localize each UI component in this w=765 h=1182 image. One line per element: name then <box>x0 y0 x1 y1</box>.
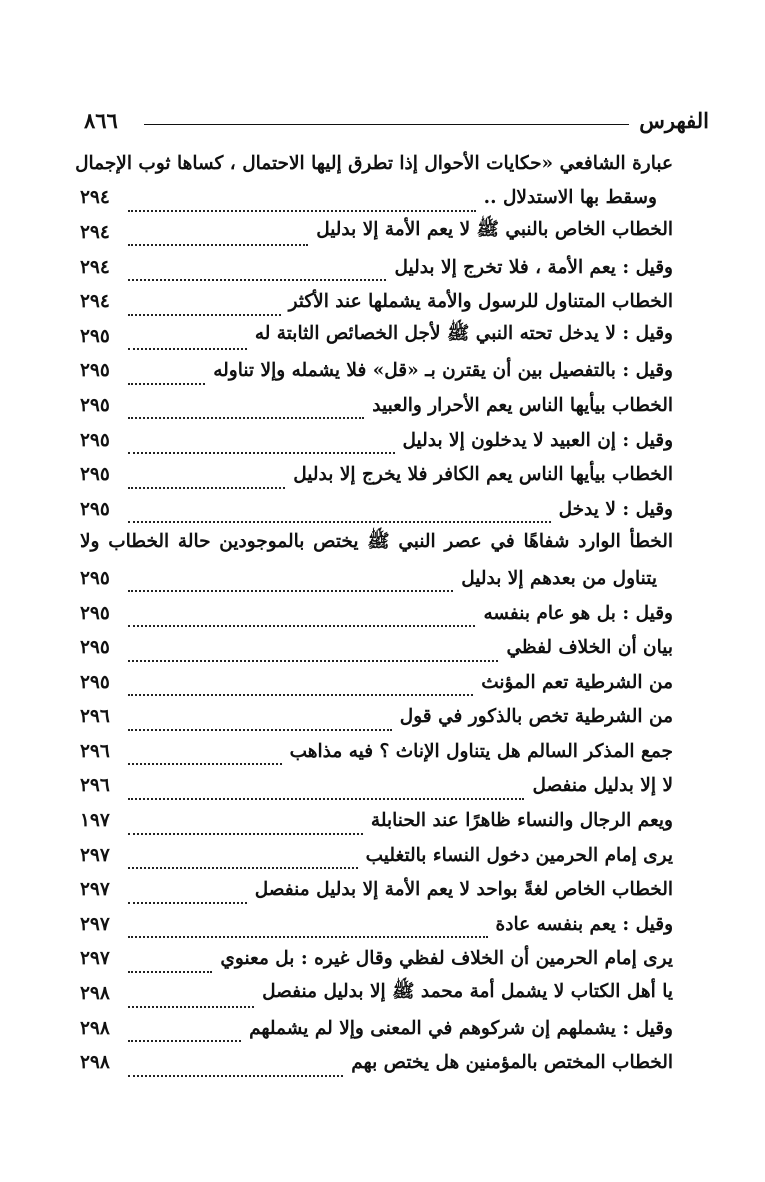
entry-page: ٢٩٥ <box>80 464 110 486</box>
entry-page: ٢٩٥ <box>80 637 110 659</box>
dot-leader <box>128 257 386 281</box>
index-entry <box>80 596 673 631</box>
entry-page: ٢٩٥ <box>80 567 110 589</box>
entry-page: ٢٩٦ <box>80 775 110 797</box>
index-entry <box>80 630 673 665</box>
entry-text: وقيل : لا يدخل <box>558 498 673 520</box>
entry-text: وقيل : يعم الأمة ، فلا تخرج إلا بدليل <box>394 256 673 278</box>
entry-page: ١٩٧ <box>80 810 110 832</box>
index-entry <box>80 215 673 250</box>
index-entry <box>80 700 673 735</box>
dot-leader <box>128 949 212 973</box>
dot-leader <box>128 1018 241 1042</box>
index-entry <box>80 976 673 1011</box>
entry-text: ويعم الرجال والنساء ظاهرًا عند الحنابلة <box>370 810 673 832</box>
entry-page: ٢٩٥ <box>80 602 110 624</box>
entry-page: ٢٩٥ <box>80 360 110 382</box>
entry-text: بيان أن الخلاف لفظي <box>506 637 673 659</box>
dot-leader <box>128 361 205 385</box>
entry-text: الخطاب بيأيها الناس يعم الأحرار والعبيد <box>372 394 673 416</box>
dot-leader <box>128 638 498 662</box>
entry-page: ٢٩٥ <box>80 325 110 347</box>
index-entry <box>80 942 673 977</box>
entry-page: ٢٩٤ <box>80 187 110 209</box>
entry-page: ٢٩٥ <box>80 671 110 693</box>
index-entry <box>80 1011 673 1046</box>
entry-text: الخطاب الخاص لغةً بواحد لا يعم الأمة إلا بدليل منفصل <box>254 879 673 901</box>
entry-text: يرى إمام الحرمين أن الخلاف لفظي وقال غيره : بل معنوي <box>220 948 673 970</box>
entry-text: وقيل : يشملهم إن شركوهم في المعنى وإلا لم يشملهم <box>249 1017 673 1039</box>
index-entry <box>80 769 673 804</box>
page-number: ٨٦٦ <box>84 108 118 133</box>
index-entry <box>80 527 673 562</box>
entry-page: ٢٩٥ <box>80 394 110 416</box>
entry-page: ٢٩٥ <box>80 498 110 520</box>
dot-leader <box>128 880 247 904</box>
entry-text: وقيل : بالتفصيل بين أن يقترن بـ «قل» فلا يشمله وإلا تناوله <box>213 360 673 382</box>
index-entry <box>80 388 673 423</box>
entry-text: الخطاب الخاص بالنبي ﷺ لا يعم الأمة إلا بدليل <box>316 219 673 241</box>
dot-leader <box>128 499 551 523</box>
index-entry <box>80 319 673 354</box>
index-entry <box>80 250 673 285</box>
dot-leader <box>128 188 476 212</box>
entry-page: ٢٩٦ <box>80 740 110 762</box>
entry-page: ٢٩٦ <box>80 706 110 728</box>
dot-leader <box>128 741 282 765</box>
dot-leader <box>128 1053 343 1077</box>
page-header <box>52 108 713 142</box>
entry-page: ٢٩٨ <box>80 983 110 1005</box>
entry-text: الخطاب بيأيها الناس يعم الكافر فلا يخرج إلا بدليل <box>293 464 673 486</box>
entry-text: الخطأ الوارد شفاهًا في عصر النبي ﷺ يختص بالموجودين حالة الخطاب ولا <box>80 530 673 552</box>
dot-leader <box>128 568 453 592</box>
entry-page: ٢٩٨ <box>80 1017 110 1039</box>
entry-page: ٢٩٤ <box>80 221 110 243</box>
running-title: الفهرس <box>639 108 709 133</box>
index-entry <box>80 1045 673 1080</box>
entry-text: وسقط بها الاستدلال .. <box>483 187 657 209</box>
entry-text: جمع المذكر السالم هل يتناول الإناث ؟ فيه مذاهب <box>289 740 673 762</box>
dot-leader <box>128 914 488 938</box>
dot-leader <box>128 984 254 1008</box>
index-entry <box>80 734 673 769</box>
entry-text: لا إلا بدليل منفصل <box>532 775 673 797</box>
entry-text: وقيل : يعم بنفسه عادة <box>495 913 673 935</box>
entry-text: عبارة الشافعي «حكايات الأحوال إذا تطرق إليها الاحتمال ، كساها ثوب الإجمال <box>75 152 673 174</box>
index-entry <box>80 423 673 458</box>
entry-page: ٢٩٧ <box>80 913 110 935</box>
header-rule <box>144 124 629 125</box>
entry-page: ٢٩٨ <box>80 1052 110 1074</box>
dot-leader <box>128 603 475 627</box>
entry-text: يتناول من بعدهم إلا بدليل <box>461 567 657 589</box>
entry-text: وقيل : بل هو عام بنفسه <box>483 602 673 624</box>
index-entry <box>80 284 673 319</box>
index-entry <box>80 561 673 596</box>
index-entry <box>80 838 673 873</box>
dot-leader <box>128 845 358 869</box>
entry-text: يا أهل الكتاب لا يشمل أمة محمد ﷺ إلا بدليل منفصل <box>262 980 673 1002</box>
dot-leader <box>128 465 285 489</box>
entry-page: ٢٩٤ <box>80 291 110 313</box>
dot-leader <box>128 672 473 696</box>
entry-text: يرى إمام الحرمين دخول النساء بالتغليب <box>365 844 673 866</box>
index-entry <box>80 354 673 389</box>
entry-text: الخطاب المختص بالمؤمنين هل يختص بهم <box>351 1052 673 1074</box>
entry-page: ٢٩٥ <box>80 429 110 451</box>
index-entry <box>80 872 673 907</box>
dot-leader <box>128 776 524 800</box>
index-entries <box>75 146 673 1080</box>
index-entry <box>80 492 673 527</box>
entry-text: الخطاب المتناول للرسول والأمة يشملها عند الأكثر <box>288 291 673 313</box>
index-entry <box>80 803 673 838</box>
entry-page: ٢٩٧ <box>80 948 110 970</box>
dot-leader <box>128 430 395 454</box>
dot-leader <box>128 707 392 731</box>
index-entry <box>80 457 673 492</box>
dot-leader <box>128 811 363 835</box>
entry-text: من الشرطية تعم المؤنث <box>481 671 673 693</box>
index-entry <box>80 907 673 942</box>
dot-leader <box>128 395 364 419</box>
dot-leader <box>128 292 281 316</box>
index-entry <box>80 181 673 216</box>
dot-leader <box>128 326 247 350</box>
entry-text: وقيل : لا يدخل تحته النبي ﷺ لأجل الخصائص الثابتة له <box>254 323 673 345</box>
entry-page: ٢٩٧ <box>80 879 110 901</box>
entry-page: ٢٩٧ <box>80 844 110 866</box>
index-entry <box>75 146 673 181</box>
entry-text: من الشرطية تخص بالذكور في قول <box>399 706 673 728</box>
entry-page: ٢٩٤ <box>80 256 110 278</box>
index-entry <box>80 665 673 700</box>
entry-text: وقيل : إن العبيد لا يدخلون إلا بدليل <box>402 429 673 451</box>
dot-leader <box>128 222 308 246</box>
